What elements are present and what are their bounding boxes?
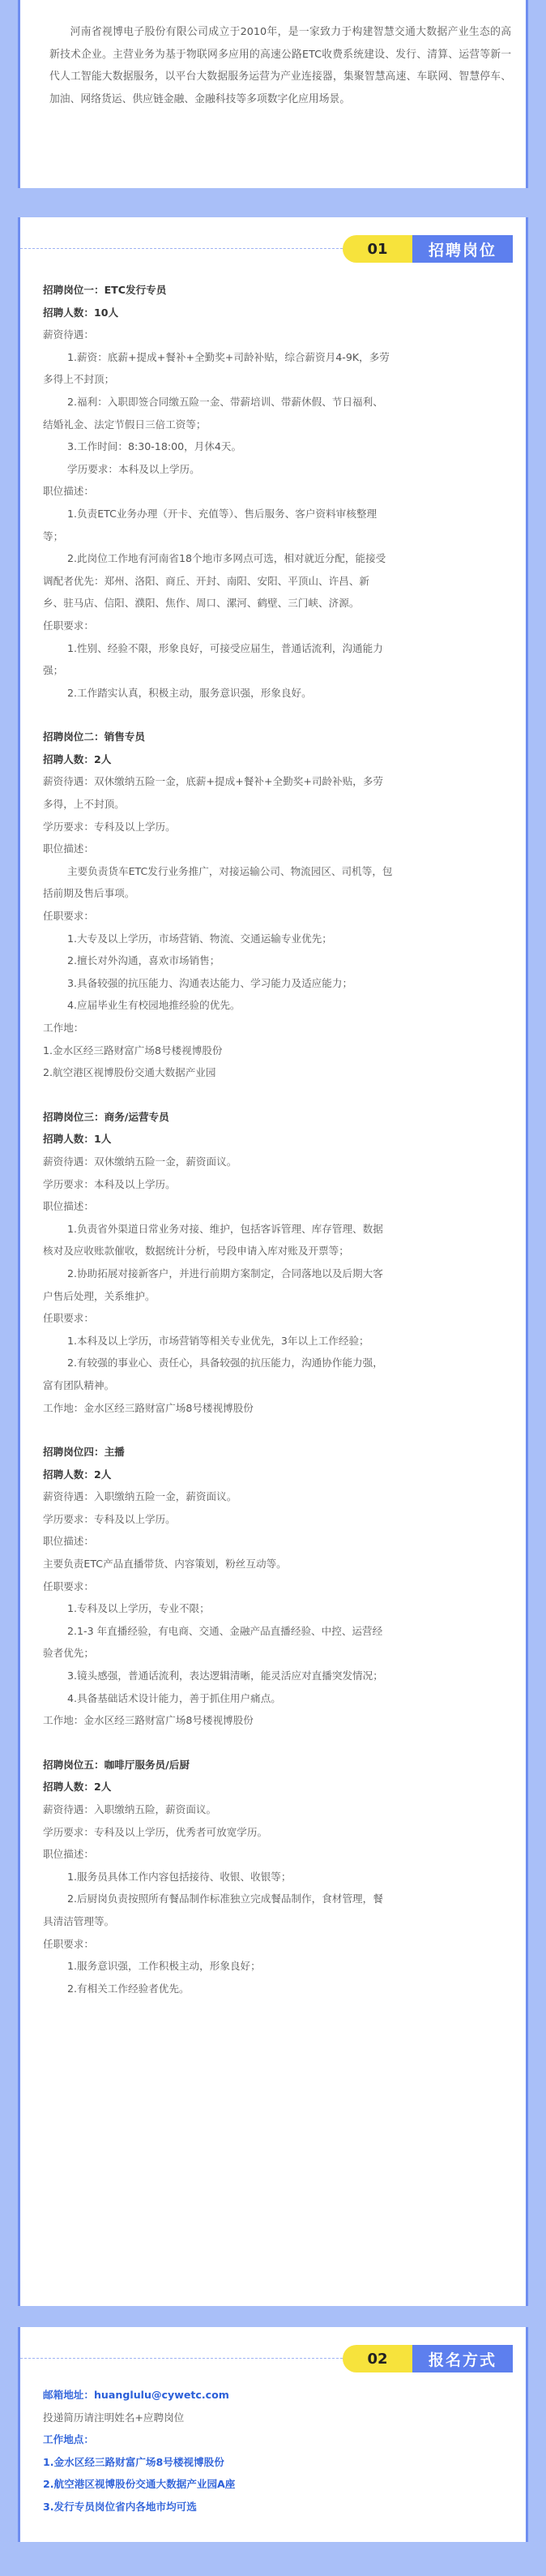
text-line: 2.此岗位工作地有河南省18个地市多网点可选，相对就近分配，能接受 [67, 552, 386, 565]
text-line: 1.金水区经三路财富广场8号楼视博股份 [43, 1044, 223, 1057]
text-line: 富有团队精神。 [43, 1378, 115, 1391]
text-line: 2.1-3 年直播经验，有电商、交通、金融产品直播经验、中控、运营经 [67, 1624, 383, 1637]
text-line: 主要负责ETC产品直播带货、内容策划，粉丝互动等。 [43, 1558, 287, 1571]
text-line: 1.大专及以上学历，市场营销、物流、交通运输专业优先； [67, 932, 332, 945]
job-heading-line: 招聘人数：1人 [43, 1133, 112, 1146]
text-line: 任职要求： [43, 1312, 94, 1325]
text-line: 2.协助拓展对接新客户，并进行前期方案制定，合同落地以及后期大客 [67, 1267, 383, 1279]
text-line: 工作地：金水区经三路财富广场8号楼视博股份 [43, 1401, 254, 1414]
text-line: 工作地：金水区经三路财富广场8号楼视博股份 [43, 1714, 254, 1727]
text-line: 多得，上不封顶。 [43, 798, 125, 811]
spacer [43, 1084, 505, 1106]
section-header-apply [343, 2345, 513, 2372]
text-line: 强； [43, 664, 64, 677]
text-line: 核对及应收账款催收，数据统计分析，号段申请入库对账及开票等； [43, 1245, 349, 1258]
section-number: 01 [343, 235, 412, 263]
text-line: 2.擅长对外沟通，喜欢市场销售； [67, 954, 220, 967]
section-title: 招聘岗位 [412, 235, 513, 263]
text-line: 1.薪资：底薪+提成+餐补+全勤奖+司龄补贴，综合薪资月4-9K，多劳 [67, 350, 390, 363]
section-title: 报名方式 [412, 2345, 513, 2372]
text-line: 学历要求：专科及以上学历。 [43, 820, 176, 833]
text-line: 1.负责省外渠道日常业务对接、维护，包括客诉管理、库存管理、数据 [67, 1222, 383, 1235]
page [18, 0, 528, 2542]
apply-content [43, 2384, 505, 2518]
text-line: 职位描述： [43, 1848, 94, 1861]
text-line: 3.发行专员岗位省内各地市均可选 [43, 2500, 197, 2513]
company-intro-card [18, 0, 528, 188]
job-heading-line: 招聘岗位五：咖啡厅服务员/后厨 [43, 1758, 190, 1771]
company-intro-text: 河南省视博电子股份有限公司成立于2010年，是一家致力于构建智慧交通大数据产业生态的高新技术企业。主营业务为基于物联网多应用的高速公路ETC收费系统建设、发行、清算、运营等新一代人工智能大数据服务，以平台大数据服务运营为产业连接器，集聚智慧高速、车联网、智慧停车、加油、网络货运、供应链金融、金融科技等多项数字化应用场景。 [49, 26, 511, 105]
text-line: 调配者优先：郑州、洛阳、商丘、开封、南阳、安阳、平顶山、许昌、新 [43, 574, 369, 587]
text-line: 2.后厨岗负责按照所有餐品制作标准独立完成餐品制作，食材管理，餐 [67, 1892, 383, 1905]
text-line: 等； [43, 529, 64, 542]
text-line: 任职要求： [43, 1579, 94, 1592]
text-line: 薪资待遇：双休缴纳五险一金，底薪+提成+餐补+全勤奖+司龄补贴，多劳 [43, 775, 384, 788]
text-line: 4.应届毕业生有校园地推经验的优先。 [67, 999, 241, 1012]
text-line: 职位描述： [43, 485, 94, 498]
text-line: 学历要求：专科及以上学历。 [43, 1512, 176, 1525]
text-line: 1.负责ETC业务办理（开卡、充值等）、售后服务、客户资料审核整理 [67, 507, 378, 520]
job-heading-line: 招聘人数：2人 [43, 1468, 112, 1481]
section-divider [20, 2358, 343, 2359]
text-line: 薪资待遇：双休缴纳五险一金，薪资面议。 [43, 1155, 237, 1168]
email-label: 邮箱地址： [43, 2389, 94, 2401]
text-line: 学历要求：本科及以上学历。 [43, 1177, 176, 1190]
text-line: 1.本科及以上学历，市场营销等相关专业优先，3年以上工作经验； [67, 1334, 369, 1347]
text-line: 3.具备较强的抗压能力、沟通表达能力、学习能力及适应能力； [67, 976, 353, 989]
text-line: 户售后处理，关系维护。 [43, 1289, 156, 1302]
job-heading-line: 招聘岗位二：销售专员 [43, 731, 145, 744]
text-line: 3.镜头感强，普通话流利，表达逻辑清晰，能灵活应对直播突发情况； [67, 1669, 383, 1682]
text-line: 括前期及售后事项。 [43, 887, 135, 900]
apply-lines [43, 2407, 505, 2518]
section-number: 02 [343, 2345, 412, 2372]
text-line: 1.服务意识强，工作积极主动，形象良好； [67, 1960, 261, 1973]
text-line: 学历要求：本科及以上学历。 [67, 462, 200, 475]
job-heading-line: 招聘人数：2人 [43, 1781, 112, 1794]
jobs-section [18, 217, 528, 2306]
text-line: 2.工作踏实认真，积极主动，服务意识强，形象良好。 [67, 686, 312, 699]
text-line: 乡、驻马店、信阳、濮阳、焦作、周口、漯河、鹤壁、三门峡、济源。 [43, 597, 360, 610]
text-line: 职位描述： [43, 1535, 94, 1548]
text-line: 主要负责货车ETC发行业务推广，对接运输公司、物流园区、司机等，包 [67, 864, 393, 877]
job-heading-line: 招聘岗位四：主播 [43, 1446, 125, 1459]
text-line: 3.工作时间：8:30-18:00，月休4天。 [67, 440, 242, 453]
section-divider [20, 248, 343, 249]
text-line: 多得上不封顶； [43, 373, 115, 386]
job-heading-line: 招聘岗位三：商务/运营专员 [43, 1110, 169, 1123]
email-link[interactable]: huanglulu@cywetc.com [93, 2389, 229, 2401]
text-line: 任职要求： [43, 910, 94, 923]
text-line: 2.有较强的事业心、责任心，具备较强的抗压能力，沟通协作能力强， [67, 1357, 383, 1369]
text-line: 薪资待遇：入职缴纳五险，薪资面议。 [43, 1803, 217, 1815]
job-heading-line: 招聘人数：2人 [43, 752, 112, 765]
text-line: 职位描述： [43, 1200, 94, 1213]
section-header-jobs [343, 235, 513, 263]
job-heading-line: 招聘人数：10人 [43, 306, 119, 319]
text-line: 工作地点： [43, 2433, 94, 2446]
text-line: 投递简历请注明姓名+应聘岗位 [43, 2411, 185, 2424]
text-line: 结婚礼金、法定节假日三倍工资等； [43, 418, 207, 431]
text-line: 2.福利：入职即签合同缴五险一金、带薪培训、带薪休假、节日福利、 [67, 395, 383, 408]
text-line: 工作地： [43, 1022, 84, 1034]
spacer [43, 1419, 505, 1441]
text-line: 具清洁管理等。 [43, 1914, 115, 1927]
text-line: 任职要求： [43, 619, 94, 632]
spacer [43, 704, 505, 726]
text-line: 薪资待遇：入职缴纳五险一金，薪资面议。 [43, 1490, 237, 1503]
text-line: 1.服务员具体工作内容包括接待、收银、收银等； [67, 1870, 292, 1883]
email-line [43, 2384, 505, 2407]
text-line: 1.专科及以上学历，专业不限； [67, 1602, 210, 1615]
jobs-content [43, 279, 505, 2000]
text-line: 2.有相关工作经验者优先。 [67, 1982, 190, 1995]
text-line: 薪资待遇： [43, 328, 94, 341]
text-line: 1.金水区经三路财富广场8号楼视博股份 [43, 2455, 224, 2468]
text-line: 任职要求： [43, 1937, 94, 1950]
job-heading-line: 招聘岗位一：ETC发行专员 [43, 284, 167, 296]
text-line: 学历要求：专科及以上学历，优秀者可放宽学历。 [43, 1825, 268, 1838]
spacer [43, 1732, 505, 1754]
apply-section [18, 2327, 528, 2542]
text-line: 2.航空港区视博股份交通大数据产业园 [43, 1066, 216, 1079]
text-line: 4.具备基础话术设计能力，善于抓住用户痛点。 [67, 1691, 281, 1704]
text-line: 1.性别、经验不限，形象良好，可接受应届生，普通话流利，沟通能力 [67, 641, 383, 654]
text-line: 2.航空港区视博股份交通大数据产业园A座 [43, 2478, 236, 2491]
text-line: 职位描述： [43, 842, 94, 855]
text-line: 验者优先； [43, 1647, 94, 1660]
